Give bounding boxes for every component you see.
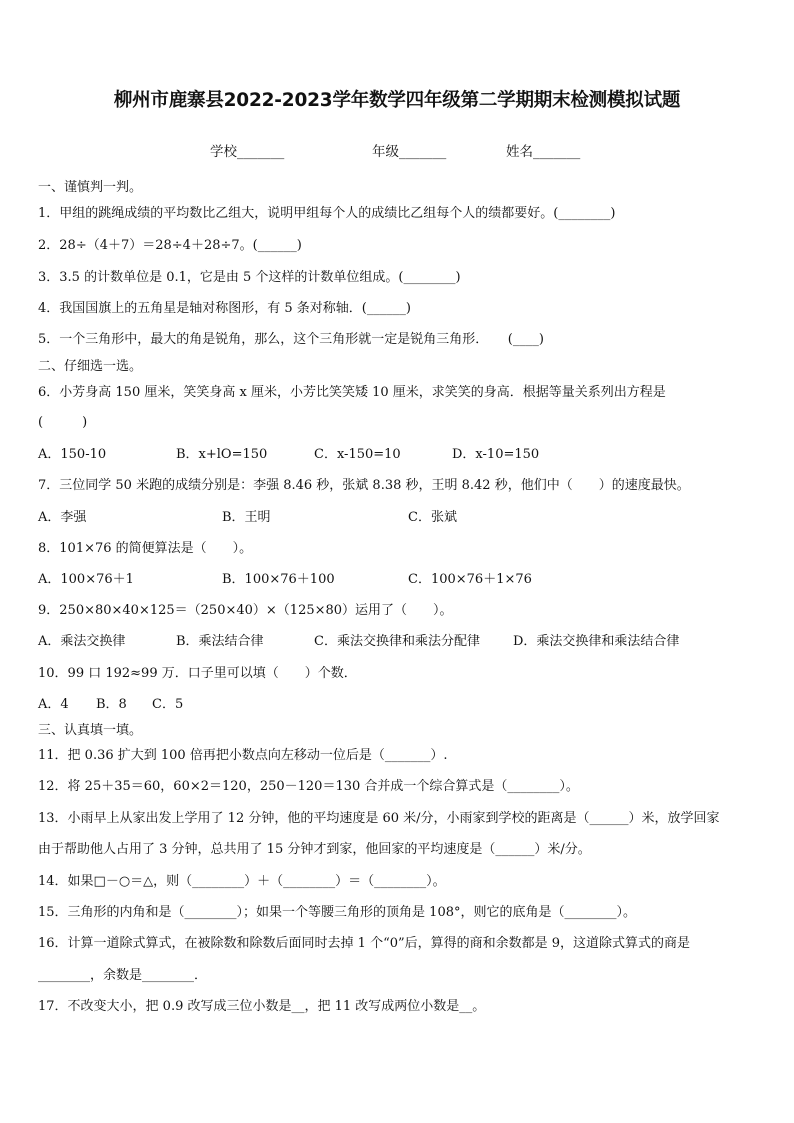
option-a: A．150-10: [38, 447, 107, 462]
question-6: 6．小芳身高 150 厘米，笑笑身高 x 厘米，小芳比笑笑矮 10 厘米，求笑笑的身高．根据等量关系列出方程是: [38, 385, 666, 400]
question-7: 7．三位同学 50 米跑的成绩分别是：李强 8.46 秒，张斌 8.38 秒，王明 8.42 秒，他们中（ ）的速度最快。: [38, 478, 690, 493]
question-16: 16．计算一道除式算式，在被除数和除数后面同时去掉 1 个“0”后，算得的商和余数都是 9，这道除式算式的商是: [38, 936, 691, 951]
section-heading: 二、仔细选一选。: [38, 359, 143, 374]
question-11: 11．把 0.36 扩大到 100 倍再把小数点向左移动一位后是（_______）.: [38, 748, 448, 763]
question-6-blank: ( ): [38, 415, 88, 430]
option-a: A．李强: [38, 510, 87, 525]
option-a: A．100×76＋1: [38, 572, 134, 587]
question-12: 12．将 25＋35＝60，60×2＝120，250－120＝130 合并成一个综合算式是（________）。: [38, 779, 579, 794]
section-heading: 一、谨慎判一判。: [38, 180, 143, 195]
option-b: B．乘法结合律: [176, 634, 264, 649]
option-b: B．王明: [222, 510, 271, 525]
question-9: 9．250×80×40×125＝（250×40）×（125×80）运用了（ ）。: [38, 603, 453, 618]
school-field: 学校_______: [210, 144, 285, 160]
question-14: 14．如果□－○＝△，则（________）＋（________）＝（________）。: [38, 874, 446, 889]
option-d: D．乘法交换律和乘法结合律: [513, 634, 680, 649]
question-4: 4．我国国旗上的五角星是轴对称图形，有 5 条对称轴．(______): [38, 301, 411, 316]
question-15: 15．三角形的内角和是（________）；如果一个等腰三角形的顶角是 108°，则它的底角是（________）。: [38, 905, 636, 920]
grade-field: 年级_______: [372, 144, 447, 160]
name-field: 姓名_______: [506, 144, 581, 160]
option-a: A．4: [38, 697, 69, 712]
question-17: 17．不改变大小，把 0.9 改写成三位小数是__，把 11 改写成两位小数是__。: [38, 999, 486, 1014]
option-c: C．5: [152, 697, 184, 712]
question-1: 1．甲组的跳绳成绩的平均数比乙组大，说明甲组每个人的成绩比乙组每个人的绩都要好。(________): [38, 206, 616, 221]
question-13: 13．小雨早上从家出发上学用了 12 分钟，他的平均速度是 60 米/分，小雨家到学校的距离是（______）米，放学回家: [38, 811, 720, 826]
option-c: C．张斌: [408, 510, 457, 525]
question-2: 2．28÷（4＋7）＝28÷4＋28÷7。(______): [38, 238, 302, 253]
question-3: 3．3.5 的计数单位是 0.1，它是由 5 个这样的计数单位组成。(________): [38, 270, 461, 285]
question-13-continued: 由于帮助他人占用了 3 分钟，总共用了 15 分钟才到家，他回家的平均速度是（______）米/分。: [38, 842, 591, 857]
question-5: 5．一个三角形中，最大的角是锐角，那么，这个三角形就一定是锐角三角形． (____): [38, 332, 544, 347]
option-c: C．100×76＋1×76: [408, 572, 532, 587]
option-b: B．100×76＋100: [222, 572, 335, 587]
question-8: 8．101×76 的简便算法是（ ）。: [38, 541, 253, 556]
page-title: 柳州市鹿寨县2022-2023学年数学四年级第二学期期末检测模拟试题: [113, 90, 681, 111]
section-heading: 三、认真填一填。: [38, 723, 143, 738]
option-c: C．x-150=10: [314, 447, 401, 462]
option-d: D．x-10=150: [452, 447, 540, 462]
question-16-continued: ________，余数是________．: [38, 968, 208, 983]
question-10: 10．99 口 192≈99 万．口子里可以填（ ）个数．: [38, 666, 357, 681]
option-a: A．乘法交换律: [38, 634, 126, 649]
option-b: B．x+lO=150: [176, 447, 268, 462]
option-c: C．乘法交换律和乘法分配律: [314, 634, 480, 649]
option-b: B．8: [96, 697, 127, 712]
